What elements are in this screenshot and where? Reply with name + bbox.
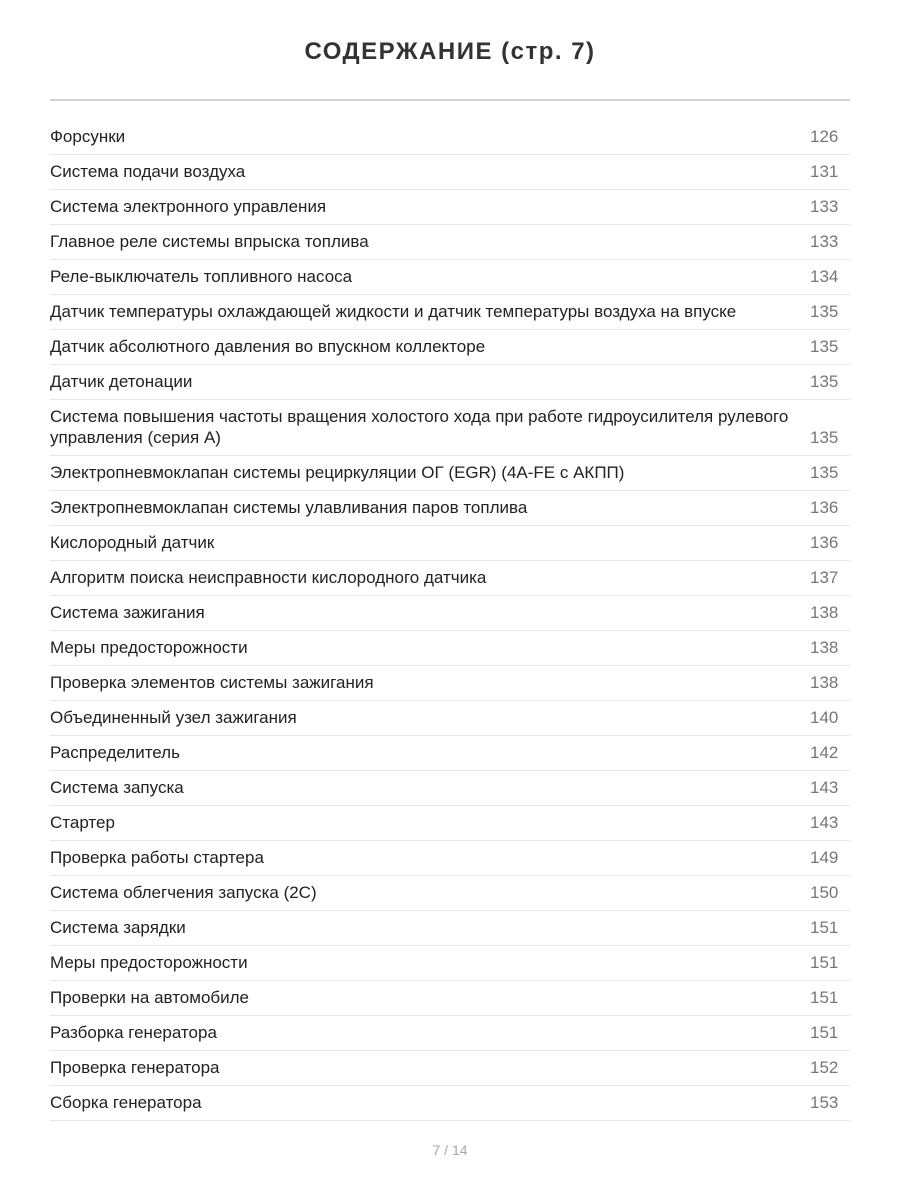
toc-entry-page: 151	[810, 918, 839, 937]
toc-entry-title: Алгоритм поиска неисправности кислородного датчика	[50, 568, 487, 587]
toc-entry[interactable]	[50, 491, 850, 526]
toc-entry-page: 131	[810, 162, 839, 181]
toc-entry-title: Датчик детонации	[50, 372, 193, 391]
toc-entry-page: 137	[810, 568, 839, 587]
toc-entry-title: Кислородный датчик	[50, 533, 215, 552]
toc-entry-title: Система облегчения запуска (2С)	[50, 883, 317, 902]
toc-entry-title: Проверка элементов системы зажигания	[50, 673, 374, 692]
toc-entry-title: Система электронного управления	[50, 197, 327, 216]
toc-entry-page: 143	[810, 778, 839, 797]
page-title: СОДЕРЖАНИЕ (стр. 7)	[304, 38, 596, 65]
toc-entry[interactable]	[50, 911, 850, 946]
toc-entry[interactable]	[50, 225, 850, 260]
toc-entry-page: 136	[810, 498, 839, 517]
toc-entry[interactable]	[50, 596, 850, 631]
toc-entry[interactable]	[50, 806, 850, 841]
toc-entry-title: Электропневмоклапан системы рециркуляции ОГ (EGR) (4A-FE с АКПП)	[50, 463, 625, 482]
toc-entry-title: Система подачи воздуха	[50, 162, 246, 181]
title-divider	[50, 99, 850, 101]
toc-entry[interactable]	[50, 330, 850, 365]
toc-entry[interactable]	[50, 260, 850, 295]
toc-entry-page: 135	[810, 428, 839, 447]
toc-entry-page: 135	[810, 463, 839, 482]
toc-entry-page: 135	[810, 337, 839, 356]
toc-entry-page: 153	[810, 1093, 839, 1112]
toc-entry[interactable]	[50, 666, 850, 701]
toc-entry-page: 143	[810, 813, 839, 832]
toc-entry-page: 151	[810, 988, 839, 1007]
toc-entry-title: Распределитель	[50, 743, 180, 762]
toc-entry-page: 134	[810, 267, 839, 286]
toc-entry-page: 150	[810, 883, 839, 902]
toc-entry[interactable]	[50, 981, 850, 1016]
toc-entry[interactable]	[50, 631, 850, 666]
toc-entry-title: Меры предосторожности	[50, 638, 248, 657]
toc-entry-page: 151	[810, 953, 839, 972]
toc-entry-page: 140	[810, 708, 839, 727]
toc-entry-page: 133	[810, 232, 839, 251]
toc-entry-page: 152	[810, 1058, 839, 1077]
toc-entry[interactable]	[50, 190, 850, 225]
toc-entry-title: Электропневмоклапан системы улавливания паров топлива	[50, 498, 528, 517]
toc-entry[interactable]	[50, 1086, 850, 1121]
toc-list	[50, 120, 850, 1121]
toc-entry-page: 138	[810, 603, 839, 622]
toc-entry[interactable]	[50, 876, 850, 911]
toc-entry[interactable]	[50, 400, 850, 456]
toc-entry-title: Система зажигания	[50, 603, 205, 622]
toc-entry-page: 133	[810, 197, 839, 216]
toc-entry[interactable]	[50, 365, 850, 400]
toc-entry[interactable]	[50, 561, 850, 596]
toc-entry[interactable]	[50, 155, 850, 190]
toc-entry-title: Форсунки	[50, 127, 126, 146]
toc-entry-title: Стартер	[50, 813, 115, 832]
page-indicator: 7 / 14	[432, 1142, 468, 1158]
toc-entry-title: Система повышения частоты вращения холостого хода при работе гидроусилителя рулевого управления (серия А)	[50, 407, 789, 447]
toc-entry-title: Проверка работы стартера	[50, 848, 264, 867]
toc-entry-title: Проверки на автомобиле	[50, 988, 250, 1007]
toc-entry-page: 142	[810, 743, 839, 762]
toc-entry-page: 138	[810, 638, 839, 657]
toc-entry-page: 151	[810, 1023, 839, 1042]
toc-entry-page: 135	[810, 302, 839, 321]
toc-entry[interactable]	[50, 295, 850, 330]
toc-entry[interactable]	[50, 771, 850, 806]
toc-entry-page: 136	[810, 533, 839, 552]
toc-entry[interactable]	[50, 120, 850, 155]
toc-entry-title: Разборка генератора	[50, 1023, 217, 1042]
toc-entry-page: 138	[810, 673, 839, 692]
toc-entry-title: Реле-выключатель топливного насоса	[50, 267, 353, 286]
toc-entry[interactable]	[50, 701, 850, 736]
toc-entry[interactable]	[50, 841, 850, 876]
toc-entry-page: 149	[810, 848, 839, 867]
toc-entry[interactable]	[50, 526, 850, 561]
toc-entry-title: Датчик температуры охлаждающей жидкости и датчик температуры воздуха на впуске	[50, 302, 737, 321]
toc-entry-title: Система запуска	[50, 778, 184, 797]
toc-entry[interactable]	[50, 1016, 850, 1051]
toc-entry[interactable]	[50, 736, 850, 771]
toc-entry-title: Проверка генератора	[50, 1058, 220, 1077]
toc-entry-title: Меры предосторожности	[50, 953, 248, 972]
toc-entry[interactable]	[50, 946, 850, 981]
toc-entry-title: Система зарядки	[50, 918, 186, 937]
toc-entry[interactable]	[50, 1051, 850, 1086]
toc-entry-title: Главное реле системы впрыска топлива	[50, 232, 369, 251]
toc-entry-title: Объединенный узел зажигания	[50, 708, 297, 727]
toc-entry[interactable]	[50, 456, 850, 491]
toc-entry-page: 135	[810, 372, 839, 391]
toc-entry-title: Сборка генератора	[50, 1093, 202, 1112]
toc-entry-page: 126	[810, 127, 839, 146]
toc-entry-title: Датчик абсолютного давления во впускном коллекторе	[50, 337, 486, 356]
